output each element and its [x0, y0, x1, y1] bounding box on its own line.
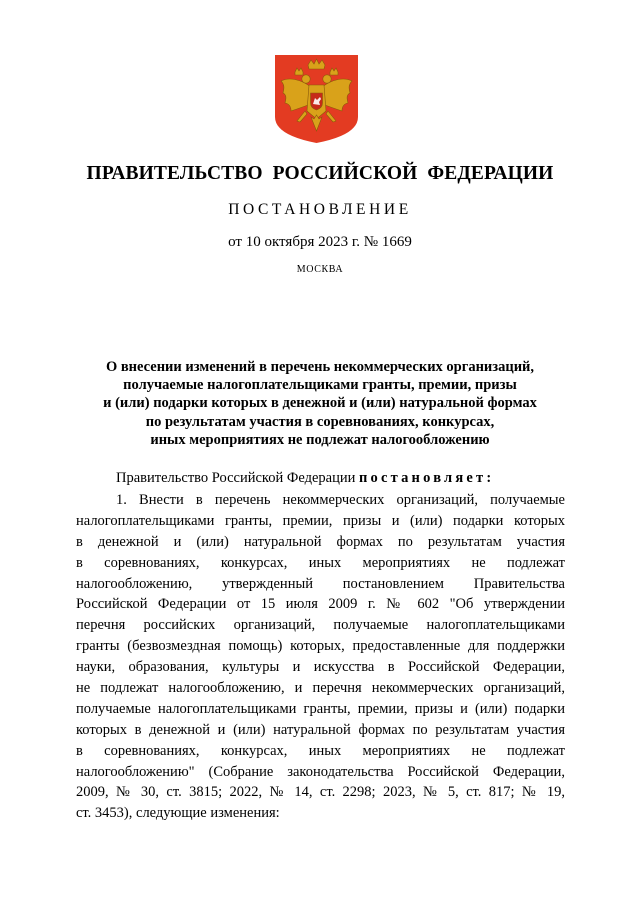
document-type: ПОСТАНОВЛЕНИЕ — [228, 201, 412, 218]
coat-of-arms-icon — [275, 55, 358, 143]
subject-line: получаемые налогоплательщиками гранты, премии, призы — [123, 377, 517, 394]
subject-line: иных мероприятиях не подлежат налогообложению — [150, 431, 490, 448]
body-line: 2009, № 30, ст. 3815; 2022, № 14, ст. 2298; 2023, № 5, ст. 817; № 19, — [76, 784, 565, 801]
body-line: налогообложению" (Собрание законодательства Российской Федерации, — [76, 763, 565, 780]
body-line: которых в денежной и (или) натуральной формах по результатам участия — [76, 721, 565, 738]
body-line: не подлежат налогообложению, и перечня некоммерческих организаций, — [76, 680, 565, 697]
body-line: гранты (безвозмездная помощь) которых, предоставленные для поддержки — [76, 638, 565, 655]
preamble-lead: Правительство Российской Федерации — [116, 470, 359, 486]
document-date-number: от 10 октября 2023 г. № 1669 — [228, 234, 412, 250]
body-line: налогообложению, утвержденный постановлением Правительства — [76, 575, 565, 592]
subject-line: О внесении изменений в перечень некоммерческих организаций, — [105, 359, 535, 375]
document-city: МОСКВА — [296, 264, 344, 275]
body-line: 1. Внести в перечень некоммерческих организаций, получаемые — [116, 492, 565, 508]
document-subject — [60, 358, 580, 449]
subject-line: по результатам участия в соревнованиях, конкурсах, — [145, 413, 495, 430]
body-line: получаемые налогоплательщиками гранты, премии, призы и (или) подарки — [76, 700, 565, 717]
body-line: в денежной и (или) натуральной формах по результатам участия — [76, 533, 565, 550]
subject-line: и (или) подарки которых в денежной и (или) натуральной формах — [103, 395, 537, 412]
body-line: налогоплательщиками гранты, премии, призы и (или) подарки которых — [76, 512, 565, 529]
preamble-decree-word: постановляет: — [358, 470, 495, 486]
body-line: науки, образования, культуры и искусства в Российской Федерации, — [76, 659, 565, 676]
body-line: Российской Федерации от 15 июля 2009 г. № 602 "Об утверждении — [76, 596, 565, 613]
body-line: ст. 3453), следующие изменения: — [76, 805, 280, 822]
body-line: в соревнованиях, конкурсах, иных мероприятиях не подлежат — [76, 742, 565, 759]
body-line: перечня российских организаций, получаемые налогоплательщиками — [76, 617, 565, 634]
preamble — [116, 470, 494, 487]
government-title: ПРАВИТЕЛЬСТВО РОССИЙСКОЙ ФЕДЕРАЦИИ — [86, 163, 554, 184]
body-paragraph — [76, 490, 565, 824]
body-line: в соревнованиях, конкурсах, иных мероприятиях не подлежат — [76, 554, 565, 571]
